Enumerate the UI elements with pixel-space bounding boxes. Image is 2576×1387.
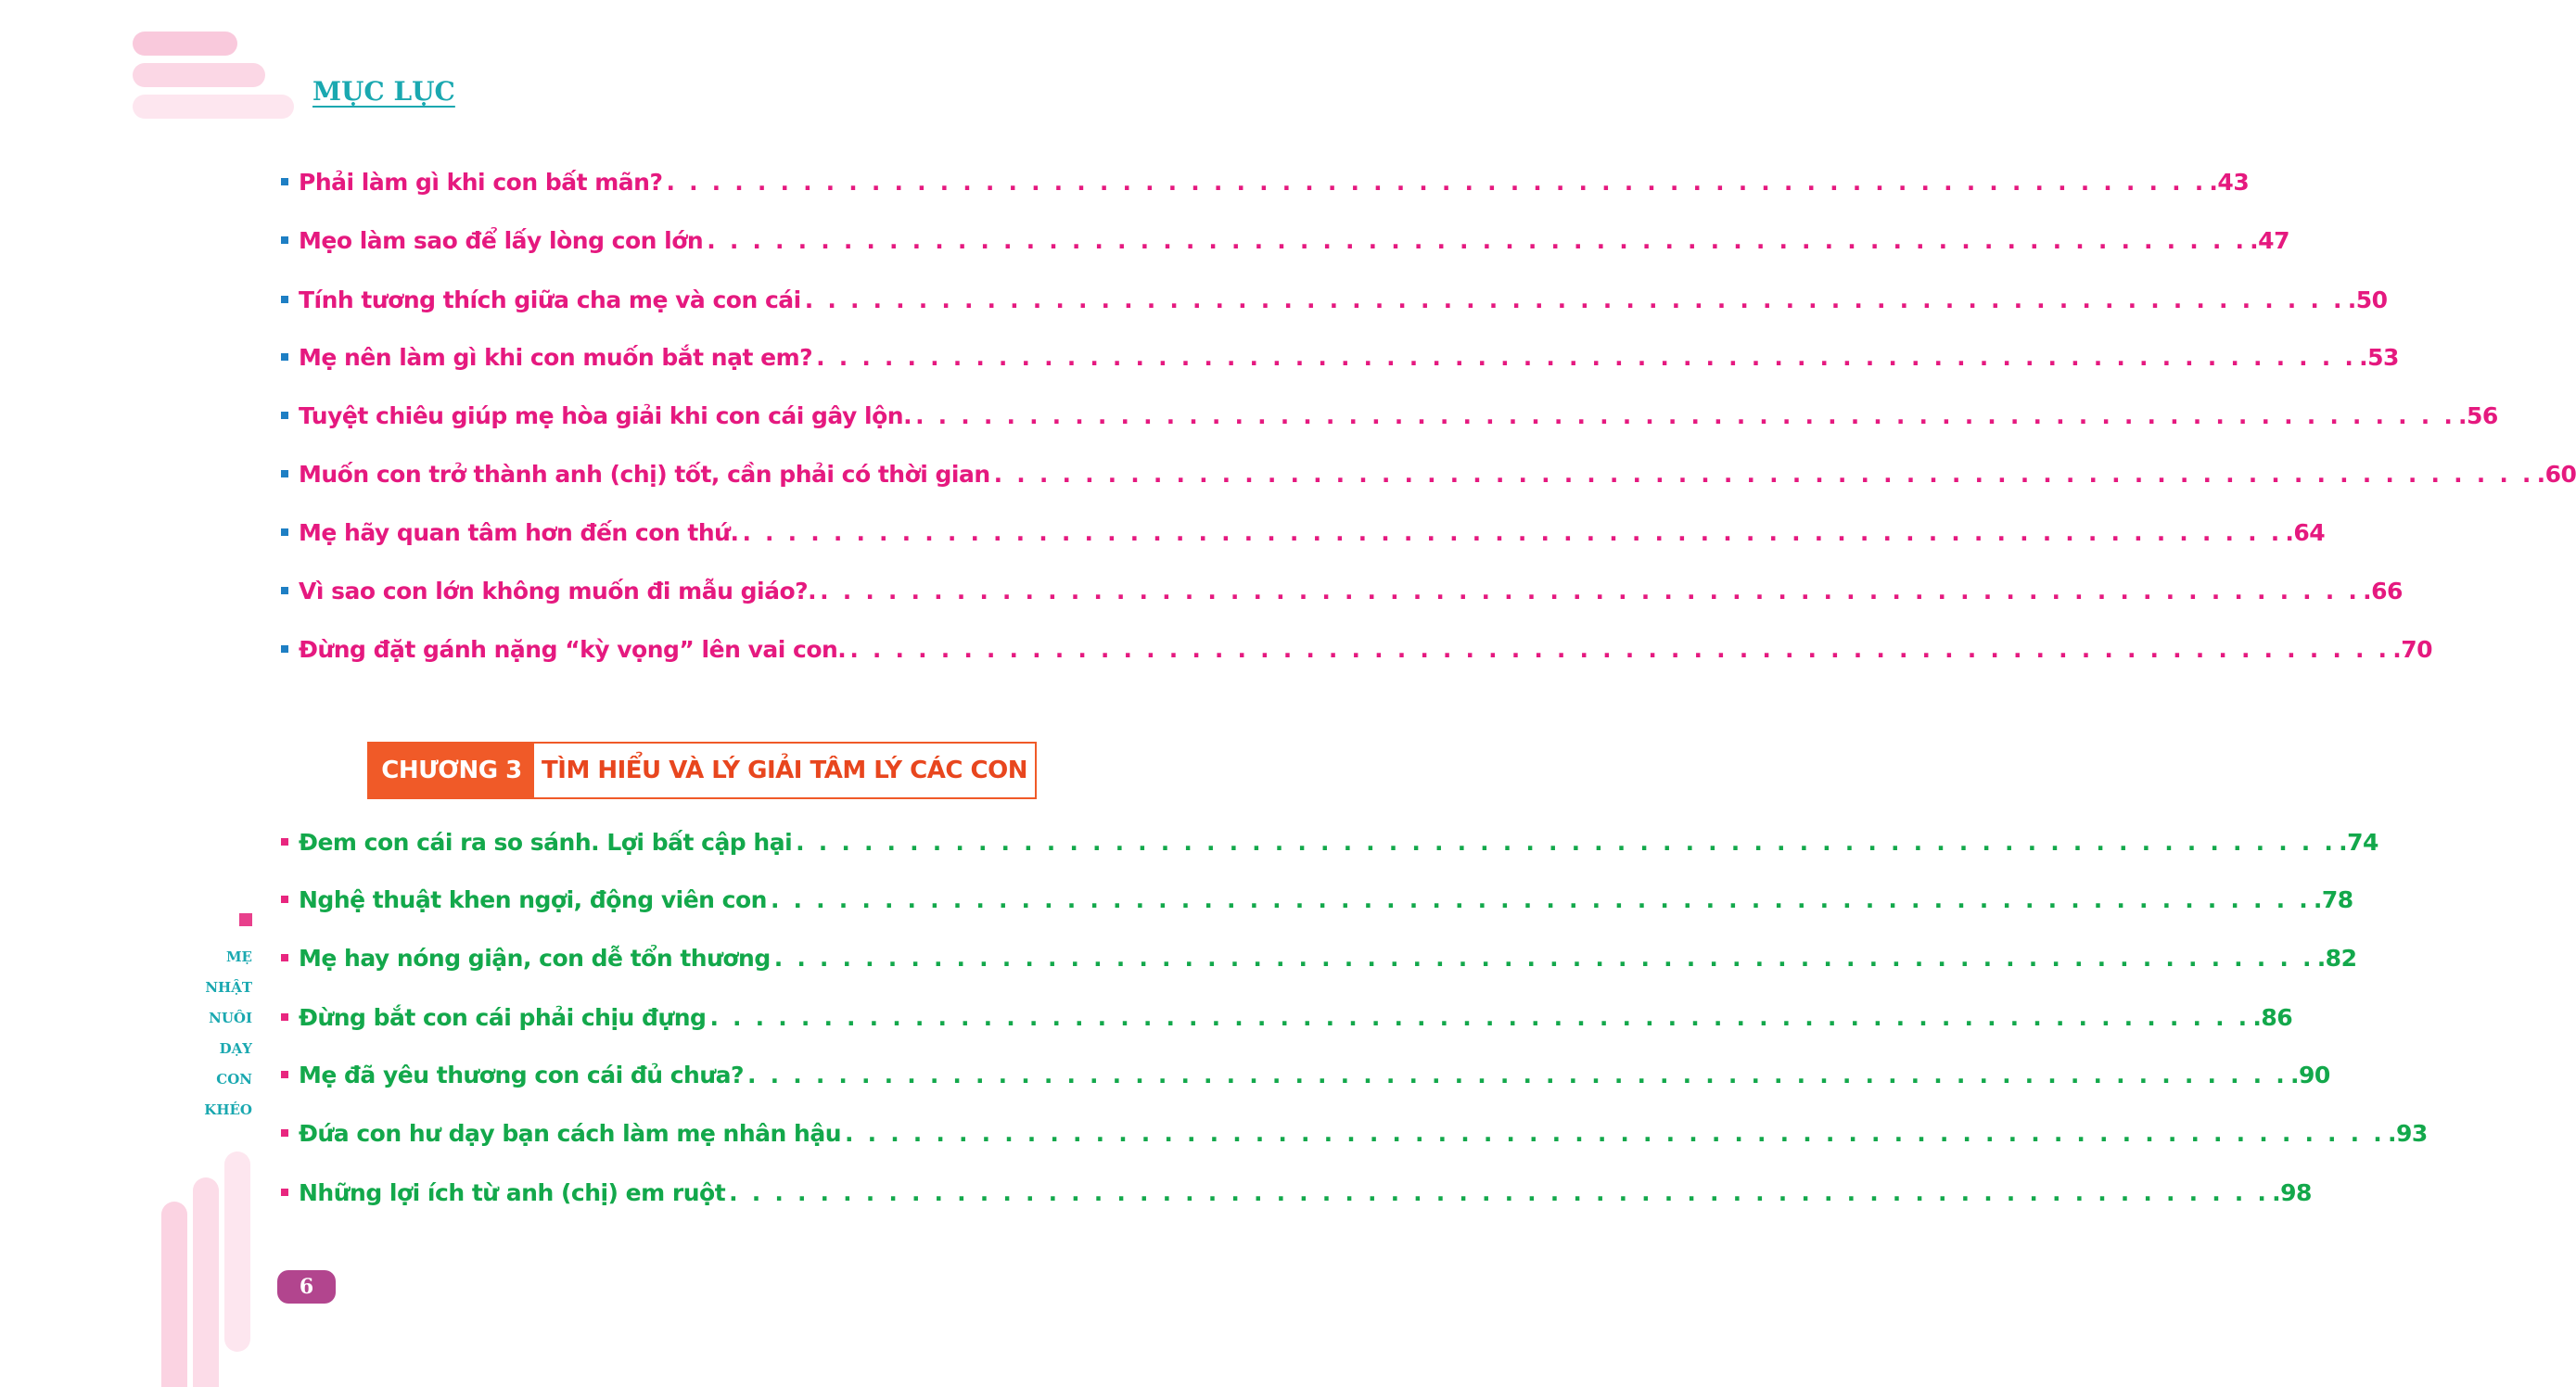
- dot-leader: . . . . . . . . . . . . . . . . . . . . . . . . . . . . . . . . . . . . . . . . . . . . . . . . . . . . . . . . . . . . . . . . . . . .: [747, 1061, 2288, 1088]
- dot-leader: . . . . . . . . . . . . . . . . . . . . . . . . . . . . . . . . . . . . . . . . . . . . . . . . . . . . . . . . . . . . . . . . . . . .: [849, 635, 2391, 663]
- bullet-icon: [281, 470, 288, 477]
- bullet-icon: [281, 353, 288, 361]
- dot-leader: . . . . . . . . . . . . . . . . . . . . . . . . . . . . . . . . . . . . . . . . . . . . . . . . . . . . . . . . . . . . . . . . . . . .: [773, 944, 2315, 972]
- bullet-icon: [281, 587, 288, 594]
- toc-item[interactable]: [281, 1056, 2330, 1093]
- toc-item-page: .66: [2363, 577, 2403, 604]
- side-title-word: NUÔI: [209, 1010, 252, 1026]
- toc-item-label: Đừng bắt con cái phải chịu đựng: [299, 1003, 707, 1031]
- toc-item-page: .98: [2272, 1178, 2312, 1206]
- toc-item-label: Mẹ nên làm gì khi con muốn bắt nạt em?: [299, 343, 813, 371]
- toc-item[interactable]: [281, 455, 2576, 492]
- toc-item-label: Tuyệt chiêu giúp mẹ hòa giải khi con cái gây lộn.: [299, 401, 912, 429]
- chapter-title: TÌM HIỂU VÀ LÝ GIẢI TÂM LÝ CÁC CON: [542, 757, 1027, 784]
- dot-leader: . . . . . . . . . . . . . . . . . . . . . . . . . . . . . . . . . . . . . . . . . . . . . . . . . . . . . . . . . . . . . . . . . . . .: [709, 1003, 2251, 1031]
- toc-item-page: .93: [2387, 1119, 2428, 1147]
- dot-leader: . . . . . . . . . . . . . . . . . . . . . . . . . . . . . . . . . . . . . . . . . . . . . . . . . . . . . . . . . . . . . . . . . . . .: [845, 1119, 2385, 1147]
- toc-item-page: .50: [2347, 286, 2388, 313]
- dot-leader: . . . . . . . . . . . . . . . . . . . . . . . . . . . . . . . . . . . . . . . . . . . . . . . . . . . . . . . . . . . . . . . . . . . .: [820, 577, 2361, 604]
- toc-item[interactable]: [281, 823, 2378, 860]
- side-title-word: CON: [216, 1071, 252, 1088]
- toc-item-label: Mẹ hãy quan tâm hơn đến con thứ.: [299, 518, 739, 546]
- dot-leader: . . . . . . . . . . . . . . . . . . . . . . . . . . . . . . . . . . . . . . . . . . . . . . . . . . . . . . . . . . . . . . . . . . . .: [993, 460, 2534, 488]
- toc-item-label: Mẹ đã yêu thương con cái đủ chưa?: [299, 1061, 745, 1088]
- toc-item-label: Mẹ hay nóng giận, con dễ tổn thương: [299, 944, 771, 972]
- toc-item[interactable]: [281, 1114, 2428, 1152]
- toc-item-label: Đem con cái ra so sánh. Lợi bất cập hại: [299, 828, 793, 856]
- dot-leader: . . . . . . . . . . . . . . . . . . . . . . . . . . . . . . . . . . . . . . . . . . . . . . . . . . . . . . . . . . . . . . . . . . . .: [666, 168, 2207, 196]
- toc-item-page: .64: [2285, 518, 2326, 546]
- toc-item[interactable]: [281, 397, 2498, 434]
- page-number-badge: 6: [277, 1270, 336, 1304]
- dot-leader: . . . . . . . . . . . . . . . . . . . . . . . . . . . . . . . . . . . . . . . . . . . . . . . . . . . . . . . . . . . . . . . . . . . .: [804, 286, 2345, 313]
- page-title: MỤC LỤC: [312, 76, 455, 107]
- dot-leader: . . . . . . . . . . . . . . . . . . . . . . . . . . . . . . . . . . . . . . . . . . . . . . . . . . . . . . . . . . . . . . . . . . . .: [742, 518, 2283, 546]
- bullet-icon: [281, 236, 288, 244]
- dot-leader: . . . . . . . . . . . . . . . . . . . . . . . . . . . . . . . . . . . . . . . . . . . . . . . . . . . . . . . . . . . . . . . . . . . .: [770, 885, 2311, 913]
- toc-item-page: .60: [2536, 460, 2576, 488]
- bullet-icon: [281, 896, 288, 903]
- toc-item-page: .74: [2339, 828, 2378, 856]
- toc-item-label: Đứa con hư dạy bạn cách làm mẹ nhân hậu: [299, 1119, 841, 1147]
- toc-item-label: Tính tương thích giữa cha mẹ và con cái: [299, 286, 801, 313]
- toc-item[interactable]: [281, 222, 2289, 259]
- decorative-bar-bottom-2: [193, 1177, 219, 1387]
- bullet-icon: [281, 412, 288, 419]
- decorative-bar-top-2: [133, 63, 265, 87]
- dot-leader: . . . . . . . . . . . . . . . . . . . . . . . . . . . . . . . . . . . . . . . . . . . . . . . . . . . . . . . . . . . . . . . . . . . .: [796, 828, 2337, 856]
- decorative-bar-bottom-3: [224, 1152, 250, 1352]
- toc-item-page: .43: [2209, 168, 2250, 196]
- side-title-word: NHẬT: [205, 979, 252, 996]
- bullet-icon: [281, 1189, 288, 1196]
- toc-item-page: .90: [2289, 1061, 2330, 1088]
- bullet-icon: [281, 1129, 288, 1137]
- toc-item[interactable]: [281, 881, 2353, 918]
- bullet-icon: [281, 838, 288, 846]
- bullet-icon: [281, 645, 288, 653]
- toc-item[interactable]: [281, 939, 2357, 976]
- toc-item[interactable]: [281, 572, 2403, 609]
- toc-item-page: .86: [2252, 1003, 2293, 1031]
- side-title-word: DẠY: [219, 1040, 252, 1057]
- toc-item-label: Những lợi ích từ anh (chị) em ruột: [299, 1178, 726, 1206]
- toc-item-label: Mẹo làm sao để lấy lòng con lớn: [299, 226, 704, 254]
- toc-item-label: Đừng đặt gánh nặng “kỳ vọng” lên vai con.: [299, 635, 847, 663]
- chapter-number: CHƯƠNG 3: [369, 744, 534, 797]
- toc-item-label: Muốn con trở thành anh (chị) tốt, cần phải có thời gian: [299, 460, 990, 488]
- bullet-icon: [281, 1013, 288, 1021]
- toc-item[interactable]: [281, 163, 2250, 200]
- toc-item-label: Phải làm gì khi con bất mãn?: [299, 168, 663, 196]
- bullet-icon: [281, 296, 288, 303]
- side-square-icon: [239, 913, 252, 926]
- dot-leader: . . . . . . . . . . . . . . . . . . . . . . . . . . . . . . . . . . . . . . . . . . . . . . . . . . . . . . . . . . . . . . . . . . . .: [915, 401, 2456, 429]
- bullet-icon: [281, 1071, 288, 1078]
- decorative-bar-bottom-1: [161, 1202, 187, 1387]
- dot-leader: . . . . . . . . . . . . . . . . . . . . . . . . . . . . . . . . . . . . . . . . . . . . . . . . . . . . . . . . . . . . . . . . . . . .: [729, 1178, 2270, 1206]
- toc-item[interactable]: [281, 338, 2399, 375]
- bullet-icon: [281, 954, 288, 961]
- decorative-bar-top-1: [133, 32, 237, 56]
- decorative-bar-top-3: [133, 95, 294, 119]
- chapter-header: [367, 742, 1037, 799]
- dot-leader: . . . . . . . . . . . . . . . . . . . . . . . . . . . . . . . . . . . . . . . . . . . . . . . . . . . . . . . . . . . . . . . . . . . .: [707, 226, 2248, 254]
- toc-item-page: .47: [2250, 226, 2289, 254]
- side-title-word: KHÉO: [204, 1101, 252, 1118]
- toc-item[interactable]: [281, 281, 2388, 318]
- toc-item[interactable]: [281, 1174, 2312, 1211]
- toc-item[interactable]: [281, 999, 2293, 1036]
- side-title-word: MẸ: [225, 948, 252, 965]
- toc-item-label: Vì sao con lớn không muốn đi mẫu giáo?.: [299, 577, 817, 604]
- bullet-icon: [281, 178, 288, 185]
- toc-item[interactable]: [281, 630, 2433, 668]
- toc-item-page: .53: [2359, 343, 2399, 371]
- dot-leader: . . . . . . . . . . . . . . . . . . . . . . . . . . . . . . . . . . . . . . . . . . . . . . . . . . . . . . . . . . . . . . . . . . . .: [816, 343, 2357, 371]
- bullet-icon: [281, 528, 288, 536]
- toc-item-page: .78: [2313, 885, 2353, 913]
- toc-item-page: .70: [2392, 635, 2433, 663]
- toc-item-page: .82: [2316, 944, 2357, 972]
- toc-item-page: .56: [2458, 401, 2498, 429]
- toc-item[interactable]: [281, 514, 2326, 551]
- toc-item-label: Nghệ thuật khen ngợi, động viên con: [299, 885, 767, 913]
